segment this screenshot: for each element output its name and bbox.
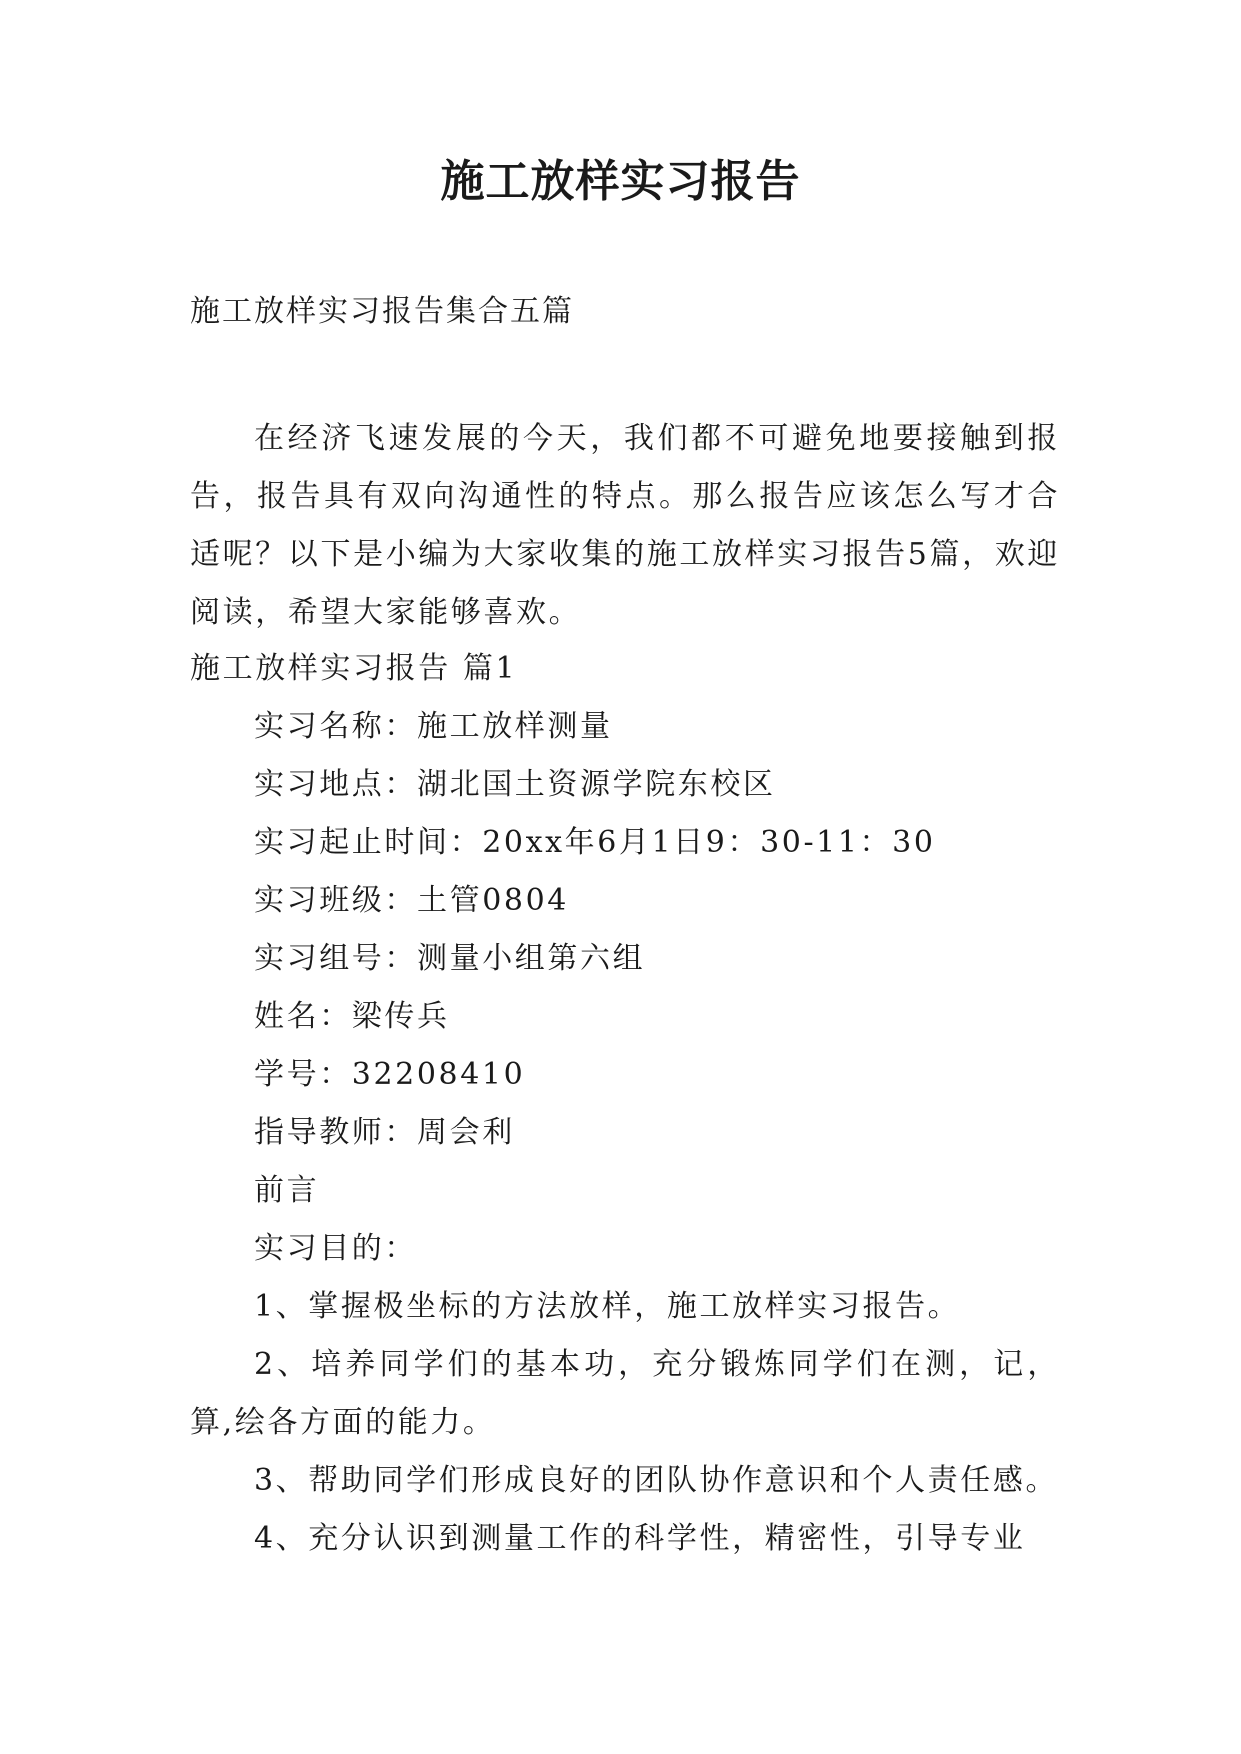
info-line-class: 实习班级：土管0804 xyxy=(254,883,569,918)
purpose-item-1: 1、掌握极坐标的方法放样，施工放样实习报告。 xyxy=(254,1289,961,1324)
report-body xyxy=(190,640,1060,1568)
document-title: 施工放样实习报告 xyxy=(440,156,801,207)
intro-paragraph: 在经济飞速发展的今天，我们都不可避免地要接触到报告，报告具有双向沟通性的特点。那么报告应该怎么写才合适呢？以下是小编为大家收集的施工放样实习报告5篇，欢迎阅读，希望大家能够喜欢。 xyxy=(190,421,1060,630)
preface-heading: 前言 xyxy=(254,1173,320,1208)
info-line-time: 实习起止时间：20xx年6月1日9：30-11：30 xyxy=(254,825,936,860)
purpose-heading: 实习目的： xyxy=(254,1231,417,1266)
document-subtitle: 施工放样实习报告集合五篇 xyxy=(190,294,574,329)
purpose-item-3: 3、帮助同学们形成良好的团队协作意识和个人责任感。 xyxy=(254,1463,1059,1498)
info-line-group: 实习组号：测量小组第六组 xyxy=(254,941,646,976)
info-line-location: 实习地点：湖北国土资源学院东校区 xyxy=(254,767,776,802)
info-line-student-id: 学号：32208410 xyxy=(254,1057,526,1092)
info-line-instructor: 指导教师：周会利 xyxy=(254,1115,515,1150)
info-line-student-name: 姓名：梁传兵 xyxy=(254,999,450,1034)
purpose-item-4: 4、充分认识到测量工作的科学性，精密性，引导专业 xyxy=(254,1521,1026,1556)
purpose-item-2: 2、培养同学们的基本功，充分锻炼同学们在测，记，算,绘各方面的能力。 xyxy=(190,1347,1060,1440)
section-heading: 施工放样实习报告 篇1 xyxy=(190,651,518,686)
info-line-name: 实习名称：施工放样测量 xyxy=(254,709,613,744)
